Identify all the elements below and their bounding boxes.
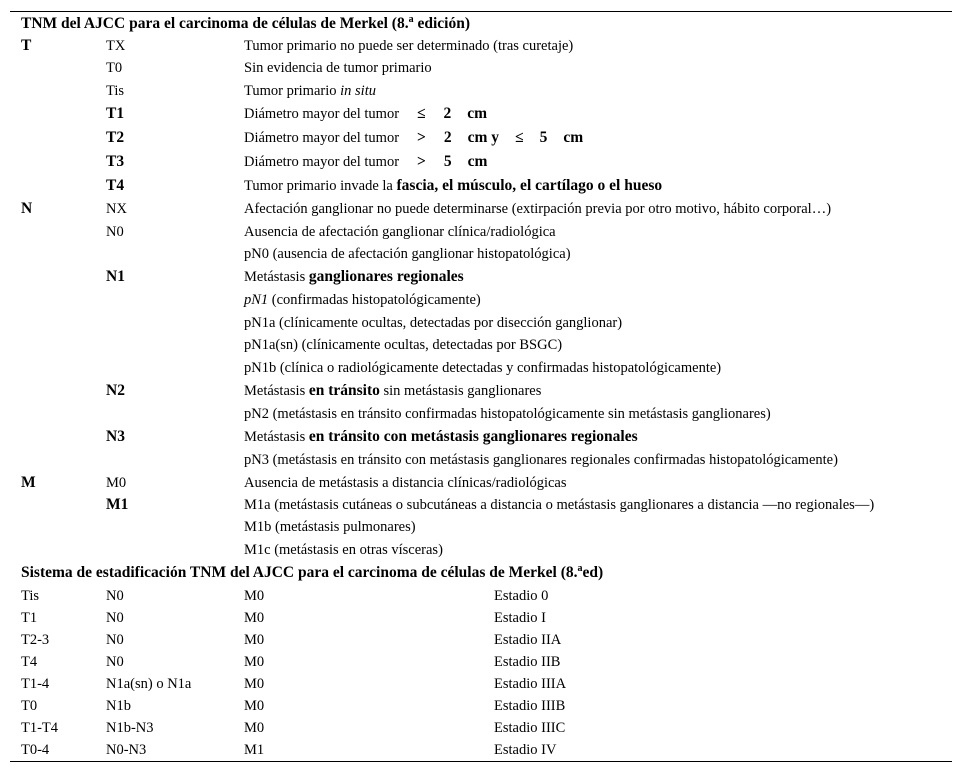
unit: cm	[563, 129, 584, 147]
unit: cm	[467, 105, 488, 123]
unit: cm y	[467, 129, 500, 147]
staging-m: M0	[244, 654, 265, 671]
operator: >	[417, 153, 426, 171]
staging-stage: Estadio IIIC	[494, 720, 566, 737]
description-bold: en tránsito	[308, 381, 380, 399]
description	[244, 102, 487, 126]
description-bold: ganglionares regionales	[308, 268, 464, 286]
staging-n: N1b-N3	[106, 720, 154, 737]
code: T2	[106, 129, 125, 147]
description: Ausencia de metástasis a distancia clínicas/radiológicas	[244, 474, 567, 491]
description-italic: pN1	[244, 292, 269, 309]
description: M1a (metástasis cutáneas o subcutáneas a distancia o metástasis ganglionares a distancia —no regionales—)	[244, 497, 875, 514]
row-n0	[10, 221, 952, 243]
code: N0	[106, 223, 124, 240]
code: T0	[106, 60, 123, 77]
tnm-table	[10, 11, 952, 762]
row-t4	[10, 174, 952, 198]
row-t1	[10, 102, 952, 126]
row-n3	[10, 425, 952, 449]
table-title-sup: a	[408, 14, 414, 25]
row-pn3	[10, 449, 952, 471]
staging-row	[10, 651, 952, 673]
code: T4	[106, 177, 125, 195]
description	[244, 150, 487, 174]
staging-n: N0	[106, 610, 124, 627]
description: Tumor primario no puede ser determinado (tras curetaje)	[244, 38, 574, 54]
description-text: Tumor primario invade la	[244, 178, 397, 195]
description-text: (confirmadas histopatológicamente)	[268, 292, 481, 309]
number: 2	[443, 129, 452, 147]
table-title	[10, 12, 952, 35]
staging-t: T1-4	[21, 676, 50, 693]
row-tx	[10, 35, 952, 57]
staging-t: T1	[21, 610, 38, 627]
row-m1c	[10, 539, 952, 561]
code: Tis	[106, 82, 125, 99]
description: pN1a (clínicamente ocultas, detectadas por disección ganglionar)	[244, 314, 623, 331]
description: M1b (metástasis pulmonares)	[244, 519, 416, 536]
staging-row	[10, 739, 952, 761]
staging-stage: Estadio IIB	[494, 654, 561, 671]
row-pn0	[10, 243, 952, 265]
description	[244, 80, 376, 102]
row-n2	[10, 379, 952, 403]
row-t0	[10, 57, 952, 79]
staging-stage: Estadio I	[494, 610, 546, 627]
description	[244, 126, 583, 150]
code: TX	[106, 38, 126, 54]
description-text: Metástasis	[244, 382, 309, 399]
code: N2	[106, 381, 125, 399]
table-title-text: TNM del AJCC para el carcinoma de células de Merkel (8.	[21, 15, 409, 32]
row-t3	[10, 150, 952, 174]
description: M1c (metástasis en otras vísceras)	[244, 541, 443, 558]
description-text: Diámetro mayor del tumor	[244, 130, 400, 147]
code: N3	[106, 428, 125, 446]
row-n1	[10, 265, 952, 289]
operator: ≤	[417, 105, 426, 123]
description	[244, 265, 464, 289]
staging-m: M1	[244, 742, 265, 759]
staging-n: N1a(sn) o N1a	[106, 676, 192, 693]
operator: ≤	[515, 129, 524, 147]
description: Sin evidencia de tumor primario	[244, 60, 432, 77]
number: 5	[443, 153, 452, 171]
staging-m: M0	[244, 588, 265, 605]
staging-stage: Estadio 0	[494, 588, 549, 605]
description: pN1b (clínica o radiológicamente detectadas y confirmadas histopatológicamente)	[244, 359, 722, 376]
description-italic: in situ	[340, 82, 376, 99]
staging-row	[10, 607, 952, 629]
code: NX	[106, 201, 127, 218]
code: T1	[106, 105, 125, 123]
description: Ausencia de afectación ganglionar clínica/radiológica	[244, 223, 556, 240]
staging-t: T0-4	[21, 742, 50, 759]
staging-row	[10, 673, 952, 695]
description-text: sin metástasis ganglionares	[379, 382, 542, 399]
staging-row	[10, 585, 952, 607]
staging-n: N0	[106, 654, 124, 671]
description	[244, 425, 638, 449]
staging-n: N1b	[106, 698, 131, 715]
staging-t: T2-3	[21, 632, 50, 649]
description	[244, 289, 481, 311]
staging-stage: Estadio IIA	[494, 632, 562, 649]
staging-t: T4	[21, 654, 38, 671]
staging-stage: Estadio IV	[494, 742, 557, 759]
staging-t: T1-T4	[21, 720, 59, 737]
number: 5	[539, 129, 548, 147]
row-pn1a	[10, 312, 952, 334]
staging-n: N0	[106, 632, 124, 649]
category-m: M	[21, 473, 36, 491]
code: M0	[106, 474, 127, 491]
staging-n: N0-N3	[106, 742, 147, 759]
staging-m: M0	[244, 720, 265, 737]
description: pN0 (ausencia de afectación ganglionar histopatológica)	[244, 245, 571, 262]
row-m1b	[10, 516, 952, 538]
description-bold: en tránsito con metástasis ganglionares regionales	[308, 428, 638, 446]
description	[244, 379, 541, 403]
description-text: Diámetro mayor del tumor	[244, 154, 400, 171]
row-nx	[10, 198, 952, 220]
description	[244, 174, 662, 198]
description-text: Diámetro mayor del tumor	[244, 106, 400, 123]
description: pN3 (metástasis en tránsito con metástasis ganglionares regionales confirmadas histopatológicamente)	[244, 452, 838, 469]
staging-t: Tis	[21, 588, 40, 605]
row-pn1	[10, 289, 952, 311]
staging-stage: Estadio IIIB	[494, 698, 566, 715]
category-n: N	[21, 200, 33, 218]
row-pn2	[10, 403, 952, 425]
code: N1	[106, 268, 125, 286]
staging-m: M0	[244, 698, 265, 715]
staging-m: M0	[244, 676, 265, 693]
code: T3	[106, 153, 125, 171]
staging-title-end: ed)	[582, 564, 604, 582]
description-text: Metástasis	[244, 269, 309, 286]
description-text: Tumor primario	[244, 82, 341, 99]
row-pn1asn	[10, 334, 952, 356]
staging-stage: Estadio IIIA	[494, 676, 567, 693]
description-bold: fascia, el músculo, el cartílago o el hueso	[396, 177, 663, 195]
unit: cm	[467, 153, 488, 171]
staging-t: T0	[21, 698, 38, 715]
table-title-end: edición)	[413, 15, 470, 32]
staging-m: M0	[244, 610, 265, 627]
staging-m: M0	[244, 632, 265, 649]
staging-row	[10, 717, 952, 739]
row-m0	[10, 472, 952, 494]
operator: >	[417, 129, 426, 147]
category-t: T	[21, 37, 32, 54]
row-pn1b	[10, 357, 952, 379]
staging-row	[10, 629, 952, 651]
row-tis	[10, 80, 952, 102]
number: 2	[443, 105, 452, 123]
description: pN2 (metástasis en tránsito confirmadas histopatológicamente sin metástasis ganglionares)	[244, 405, 771, 422]
staging-title	[10, 561, 952, 585]
staging-title-sup: a	[577, 563, 583, 575]
row-t2	[10, 126, 952, 150]
staging-title-text: Sistema de estadificación TNM del AJCC para el carcinoma de células de Merkel (8.	[21, 564, 578, 582]
description: pN1a(sn) (clínicamente ocultas, detectadas por BSGC)	[244, 337, 563, 354]
staging-n: N0	[106, 588, 124, 605]
description: Afectación ganglionar no puede determinarse (extirpación previa por otro motivo, hábito corporal…)	[244, 201, 832, 218]
code: M1	[106, 496, 129, 514]
staging-row	[10, 695, 952, 717]
description-text: Metástasis	[244, 429, 309, 446]
row-m1a	[10, 494, 952, 516]
